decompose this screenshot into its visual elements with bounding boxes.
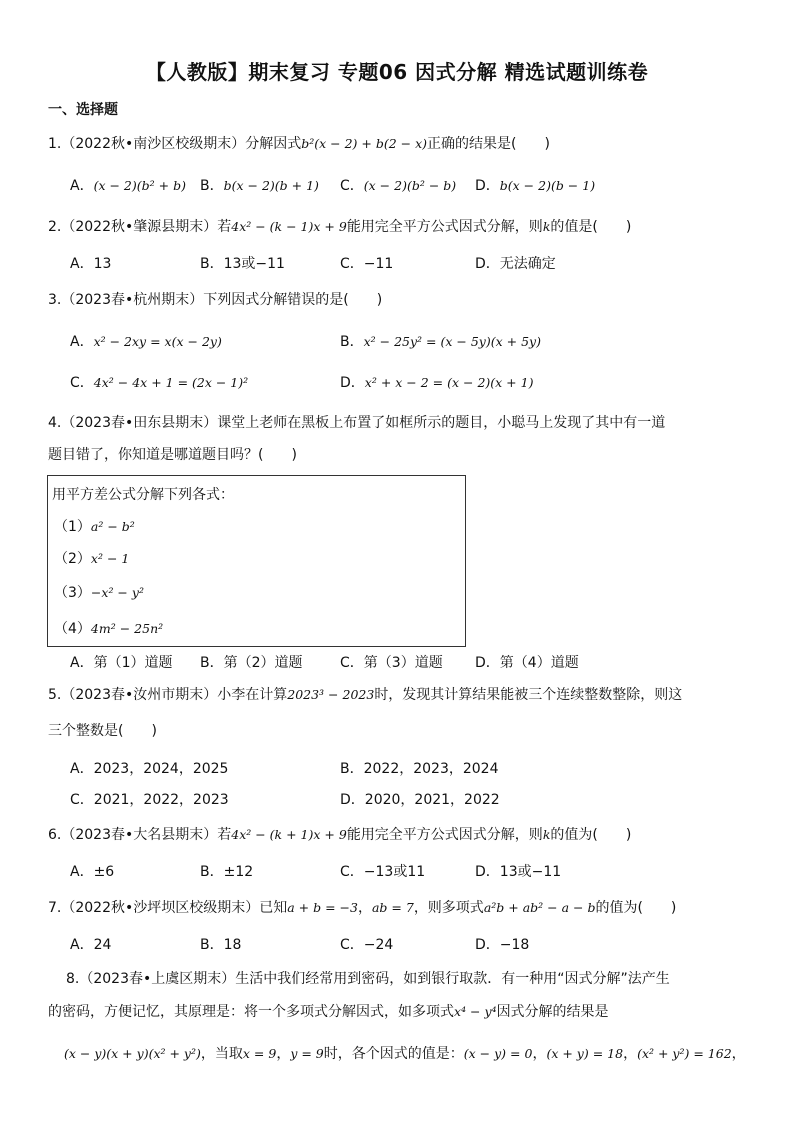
math-expression: 2023³ − 2023 xyxy=(287,687,375,702)
question-7-option-b[interactable]: B．18 xyxy=(200,937,242,953)
question-2-stem: 2.（2022秋•肇源县期末）若4x² − (k − 1)x + 9能用完全平方公式因式分解，则k的值是( ) xyxy=(48,219,632,235)
question-1-option-a[interactable]: A．(x − 2)(b² + b) xyxy=(70,178,186,194)
question-4-option-c[interactable]: C．第（3）道题 xyxy=(340,655,443,671)
question-4-problem-box xyxy=(47,475,466,647)
question-4-stem-line-1: 4.（2023春•田东县期末）课堂上老师在黑板上布置了如框所示的题目，小聪马上发现了其中有一道 xyxy=(48,415,666,431)
question-1-option-c[interactable]: C．(x − 2)(b² − b) xyxy=(340,178,457,194)
box-item-1: （1）a² − b² xyxy=(54,519,135,535)
math-expression: 4x² − (k + 1)x + 9 xyxy=(231,827,347,842)
question-6-option-c[interactable]: C．−13或11 xyxy=(340,864,426,880)
question-4-option-a[interactable]: A．第（1）道题 xyxy=(70,655,173,671)
question-7-option-d[interactable]: D．−18 xyxy=(475,937,530,953)
math-expression: 4x² − (k − 1)x + 9 xyxy=(231,219,347,234)
question-2-option-d[interactable]: D．无法确定 xyxy=(475,256,556,272)
box-title: 用平方差公式分解下列各式： xyxy=(52,487,234,503)
question-5-option-d[interactable]: D．2020，2021，2022 xyxy=(340,792,500,808)
question-1-option-b[interactable]: B．b(x − 2)(b + 1) xyxy=(200,178,319,194)
math-expression: b²(x − 2) + b(2 − x) xyxy=(301,136,428,151)
question-3-option-a[interactable]: A．x² − 2xy = x(x − 2y) xyxy=(70,334,222,350)
question-1-stem: 1.（2022秋•南沙区校级期末）分解因式b²(x − 2) + b(2 − x)正确的结果是( ) xyxy=(48,136,550,152)
question-7-stem: 7.（2022秋•沙坪坝区校级期末）已知a + b = −3，ab = 7，则多项式a²b + ab² − a − b的值为( ) xyxy=(48,900,677,916)
question-7-option-c[interactable]: C．−24 xyxy=(340,937,394,953)
question-3-option-c[interactable]: C．4x² − 4x + 1 = (2x − 1)² xyxy=(70,375,249,391)
question-8-stem-line-1: 8.（2023春•上虞区期末）生活中我们经常用到密码，如到银行取款．有一种用“因式分解”法产生 xyxy=(66,971,670,987)
question-3-option-b[interactable]: B．x² − 25y² = (x − 5y)(x + 5y) xyxy=(340,334,541,350)
question-6-option-b[interactable]: B．±12 xyxy=(200,864,254,880)
question-8-stem-line-3: (x − y)(x + y)(x² + y²)，当取x = 9，y = 9时，各个因式的值是：(x − y) = 0，(x + y) = 18，(x² + y²) = 162， xyxy=(64,1046,746,1062)
question-5-option-b[interactable]: B．2022，2023，2024 xyxy=(340,761,499,777)
box-item-2: （2）x² − 1 xyxy=(54,551,130,567)
question-4-option-b[interactable]: B．第（2）道题 xyxy=(200,655,303,671)
question-6-stem: 6.（2023春•大名县期末）若4x² − (k + 1)x + 9能用完全平方公式因式分解，则k的值为( ) xyxy=(48,827,632,843)
question-6-option-a[interactable]: A．±6 xyxy=(70,864,115,880)
question-2-option-c[interactable]: C．−11 xyxy=(340,256,394,272)
question-5-stem-line-1: 5.（2023春•汝州市期末）小李在计算2023³ − 2023时，发现其计算结果能被三个连续整数整除，则这 xyxy=(48,687,683,703)
question-1-option-d[interactable]: D．b(x − 2)(b − 1) xyxy=(475,178,596,194)
question-3-option-d[interactable]: D．x² + x − 2 = (x − 2)(x + 1) xyxy=(340,375,534,391)
question-5-stem-line-2: 三个整数是( ) xyxy=(48,723,157,739)
section-heading: 一、选择题 xyxy=(48,102,118,118)
question-3-stem: 3.（2023春•杭州期末）下列因式分解错误的是( ) xyxy=(48,292,383,308)
document-title: 【人教版】期末复习 专题06 因式分解 精选试题训练卷 xyxy=(145,60,649,84)
box-item-3: （3）−x² − y² xyxy=(54,585,144,601)
question-7-option-a[interactable]: A．24 xyxy=(70,937,112,953)
question-8-stem-line-2: 的密码，方便记忆，其原理是：将一个多项式分解因式，如多项式x⁴ − y⁴因式分解的结果是 xyxy=(48,1004,609,1020)
question-6-option-d[interactable]: D．13或−11 xyxy=(475,864,562,880)
question-4-option-d[interactable]: D．第（4）道题 xyxy=(475,655,579,671)
question-2-option-b[interactable]: B．13或−11 xyxy=(200,256,285,272)
box-item-4: （4）4m² − 25n² xyxy=(54,621,164,637)
question-5-option-c[interactable]: C．2021，2022，2023 xyxy=(70,792,229,808)
question-2-option-a[interactable]: A．13 xyxy=(70,256,112,272)
question-4-stem-line-2: 题目错了，你知道是哪道题目吗？( ) xyxy=(48,447,297,463)
question-5-option-a[interactable]: A．2023，2024，2025 xyxy=(70,761,229,777)
